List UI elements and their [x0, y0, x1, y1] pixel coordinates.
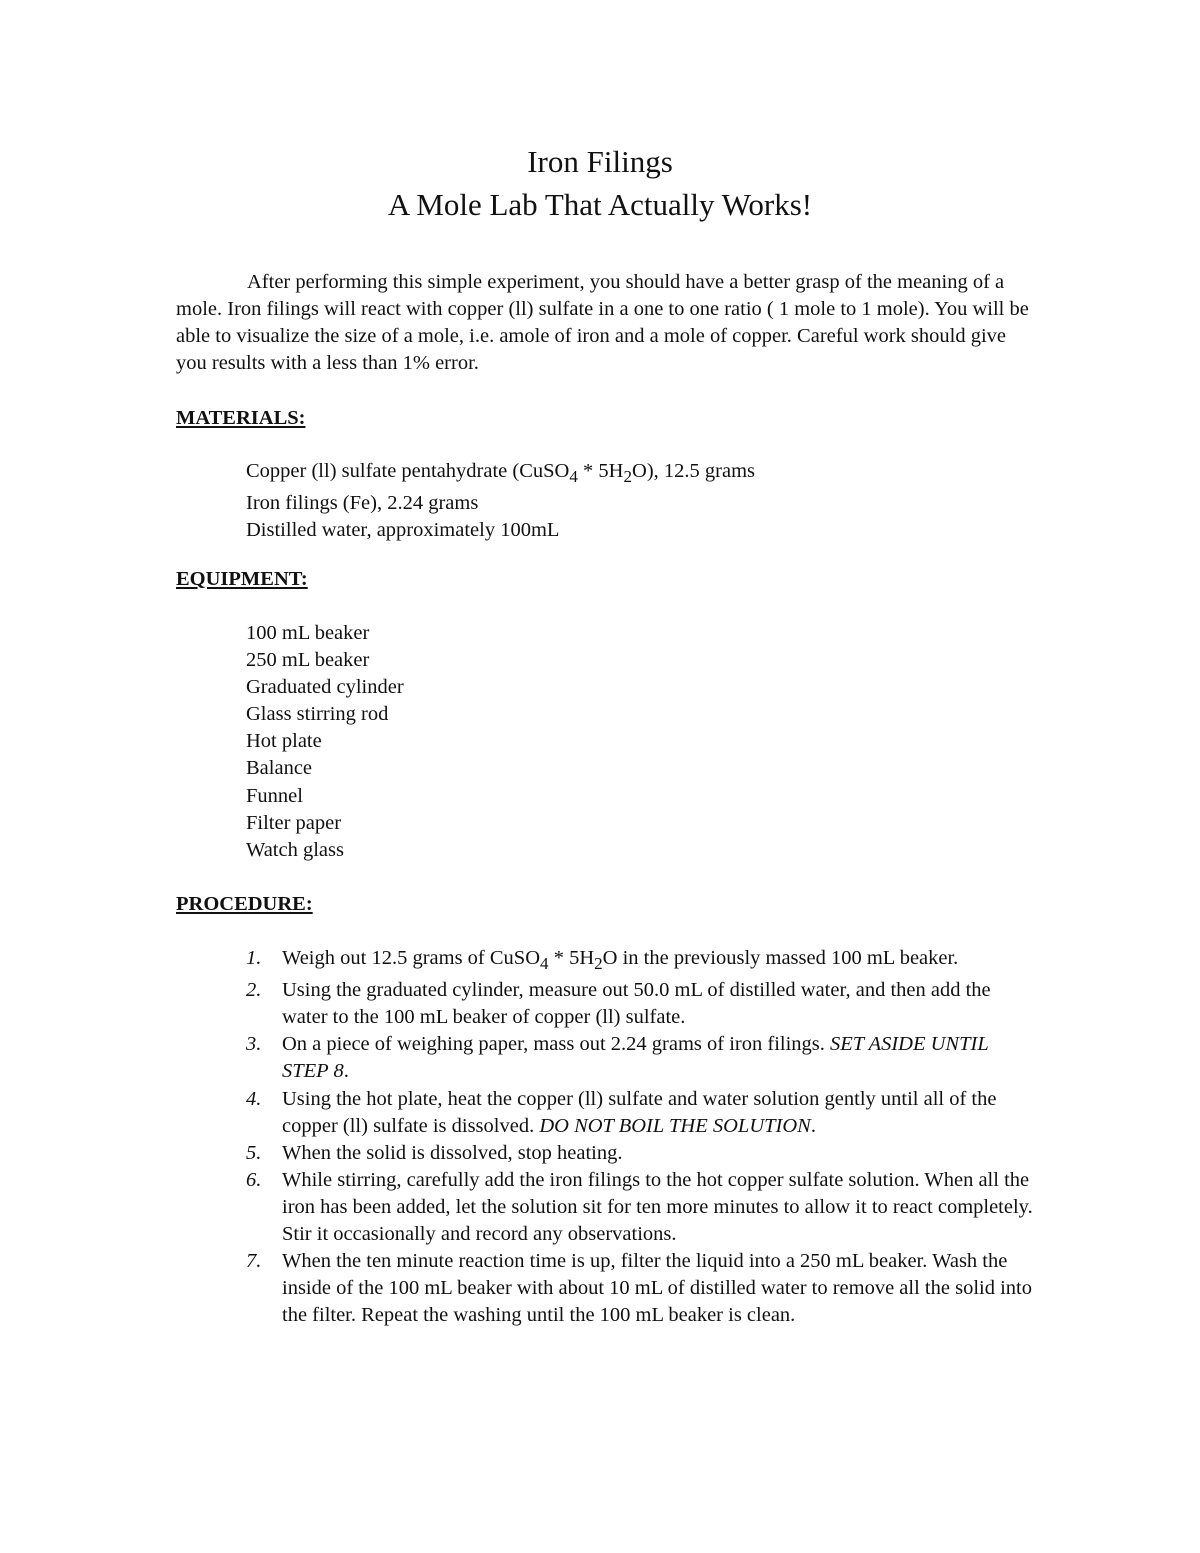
step-number: 1. [246, 947, 262, 969]
step-number: 3. [246, 1033, 262, 1056]
procedure-step: 6. While stirring, carefully add the iron filings to the hot copper sulfate solution. When all the iron has been added, let the solution sit for ten more minutes to allow it to react completely. Stir it occasionally and record any observations. [246, 1168, 1033, 1246]
procedure-list [246, 945, 1036, 1329]
equipment-item: Hot plate [246, 730, 322, 753]
equipment-list [246, 620, 404, 864]
materials-heading: MATERIALS: [176, 407, 306, 429]
procedure-step: 4. Using the hot plate, heat the copper (ll) sulfate and water solution gently until all of the copper (ll) sulfate is dissolved. DO NOT BOIL THE SOLUTION. [246, 1087, 997, 1137]
materials-item: Iron filings (Fe), 2.24 grams [246, 492, 479, 515]
step-number: 6. [246, 1168, 262, 1191]
procedure-heading: PROCEDURE: [176, 893, 313, 915]
step-number: 7. [246, 1250, 262, 1273]
step-number: 5. [246, 1141, 262, 1164]
equipment-item: Graduated cylinder [246, 676, 404, 699]
step-number: 2. [246, 979, 262, 1002]
document-title: Iron Filings [527, 144, 673, 179]
procedure-step: 3. On a piece of weighing paper, mass out 2.24 grams of iron filings. SET ASIDE UNTIL STEP 8. [246, 1033, 989, 1083]
materials-item: Copper (ll) sulfate pentahydrate (CuSO$_4$ * $5H_2O$), 12.5 grams [246, 460, 755, 487]
equipment-item: Balance [246, 757, 313, 780]
equipment-item: 250 mL beaker [246, 649, 370, 672]
procedure-step: 7. When the ten minute reaction time is up, filter the liquid into a 250 mL beaker. Wash the inside of the 100 mL beaker with about 10 mL of distilled water to remove all the solid into the filter. Repeat the washing until the 100 mL beaker is clean. [246, 1250, 1032, 1327]
materials-item: Distilled water, approximately 100mL [246, 519, 560, 542]
equipment-item: 100 mL beaker [246, 622, 370, 644]
equipment-item: Filter paper [246, 811, 342, 834]
procedure-step: 1. Weigh out 12.5 grams of CuSO$_4$ * $5H_2O$ in the previously massed 100 mL beaker. [246, 947, 959, 974]
equipment-heading: EQUIPMENT: [176, 568, 308, 590]
equipment-item: Glass stirring rod [246, 703, 389, 726]
procedure-step: 5. When the solid is dissolved, stop heating. [246, 1140, 1036, 1167]
equipment-item: Funnel [246, 784, 303, 807]
equipment-item: Watch glass [246, 838, 344, 861]
materials-list [246, 458, 755, 544]
step-number: 4. [246, 1087, 262, 1110]
document-subtitle: A Mole Lab That Actually Works! [387, 187, 813, 222]
intro-paragraph: After performing this simple experiment, you should have a better grasp of the meaning of a mole. Iron filings will react with copper (ll) sulfate in a one to one ratio ( 1 mole to 1 mole). You will be able to visualize the size of a mole, i.e. amole of iron and a mole of copper. Careful work should give you results with a less than 1% error. [176, 271, 1029, 374]
procedure-step: 2. Using the graduated cylinder, measure out 50.0 mL of distilled water, and then add the water to the 100 mL beaker of copper (ll) sulfate. [246, 979, 991, 1029]
